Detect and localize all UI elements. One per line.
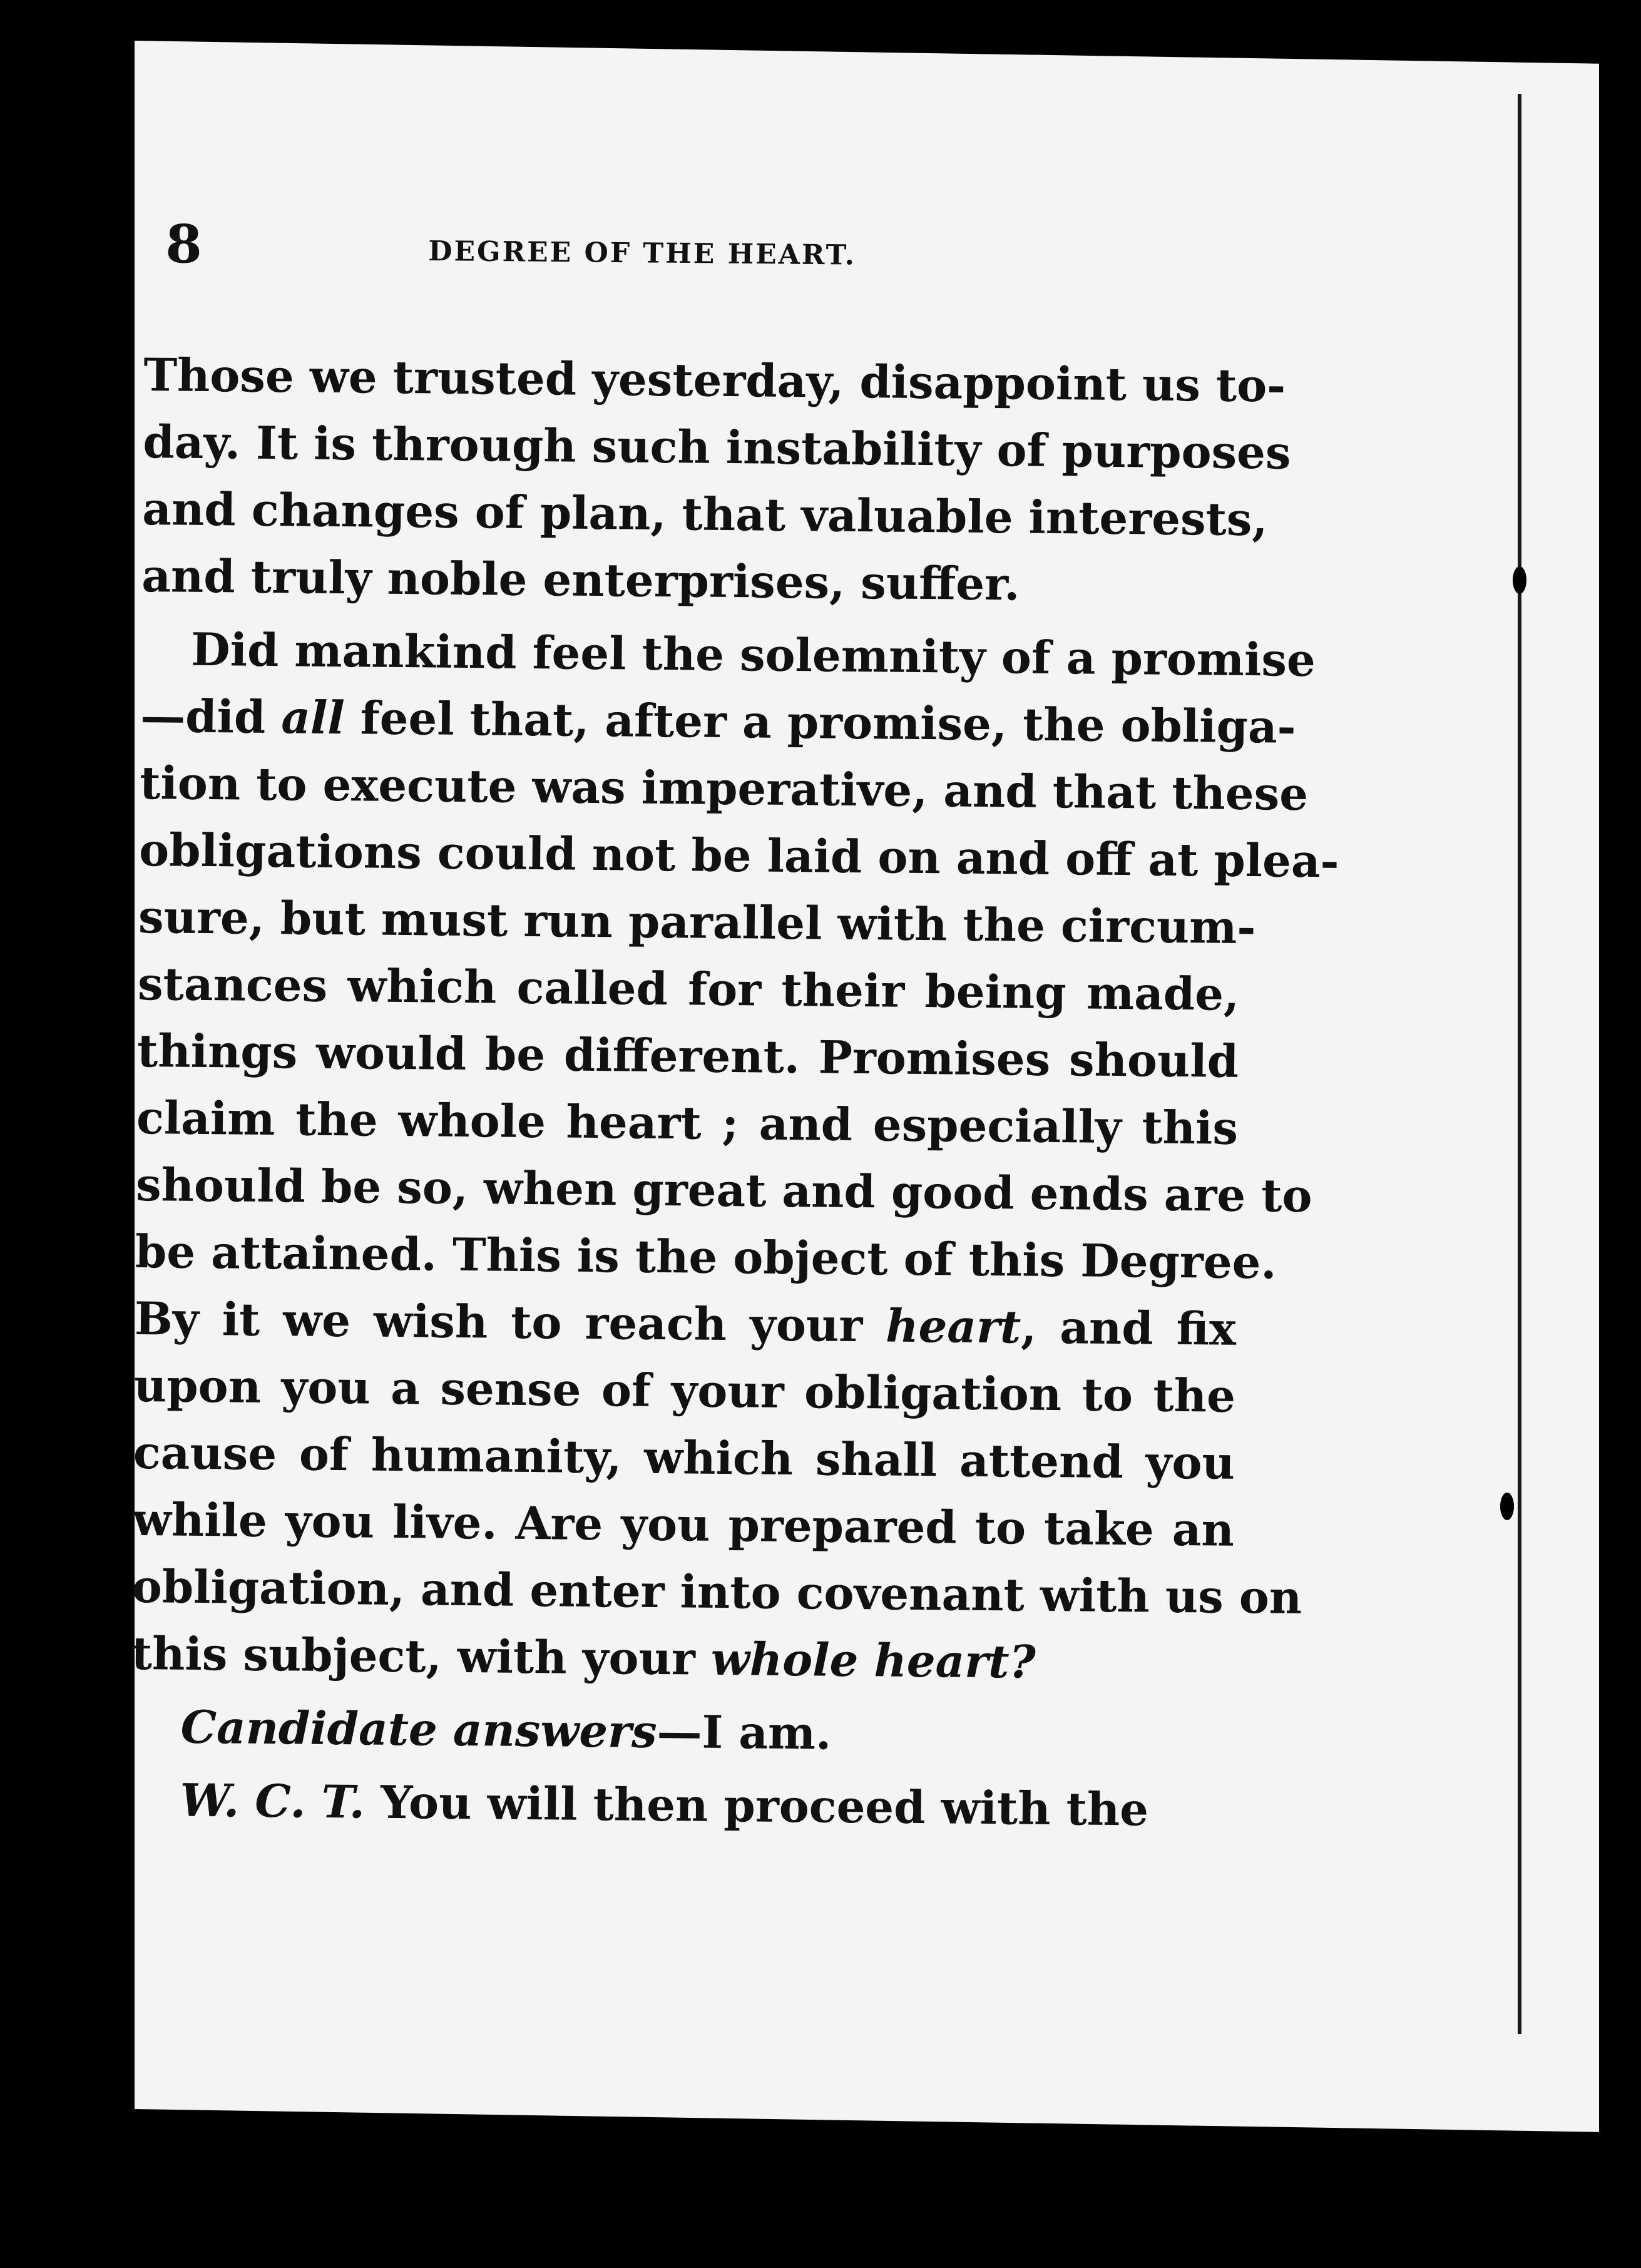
binding-mark-upper: [1513, 566, 1526, 594]
text-line: obligation, and enter into covenant with us on: [131, 1559, 1302, 1624]
text-run: You will then proceed with the: [364, 1775, 1149, 1836]
text-line: [130, 1766, 1232, 1844]
text-line: while you live. Are you prepared to take an: [132, 1492, 1235, 1556]
text-line: sure, but must run parallel with the circum-: [138, 889, 1256, 954]
paragraph-4: [130, 1766, 1232, 1844]
text-line: should be so, when great and good ends are to: [135, 1157, 1312, 1222]
running-head: [165, 207, 1342, 305]
text-line: and changes of plan, that valuable interests,: [142, 481, 1268, 546]
text-line: day. It is through such instability of purposes: [143, 414, 1291, 479]
text-run: , and fix: [1020, 1300, 1237, 1356]
text-run: this subject, with your: [131, 1626, 712, 1685]
text-line: tion to execute was imperative, and that these: [139, 755, 1309, 820]
body-text: [130, 341, 1339, 1844]
text-line: stances which called for their being made,: [137, 956, 1240, 1021]
text-run: By it we wish to reach your: [134, 1291, 886, 1352]
binding-mark-lower: [1500, 1493, 1514, 1520]
emphasis: W. C. T.: [180, 1773, 366, 1829]
paragraph-2: [131, 615, 1339, 1697]
text-line: things would be different. Promises should: [136, 1023, 1239, 1088]
text-line: [134, 1285, 1236, 1362]
text-run: feel that, after a promise, the obliga-: [344, 691, 1296, 753]
paragraph-1: [141, 341, 1291, 620]
text-line: Did mankind feel the solemnity of a promise: [190, 622, 1316, 687]
text-line: Those we trusted yesterday, disappoint us to-: [143, 347, 1286, 412]
text-run: —I am.: [657, 1704, 832, 1760]
text-line: [140, 682, 1296, 760]
page-edge-line: [1518, 94, 1521, 2034]
text-line: cause of humanity, which shall attend you: [133, 1425, 1235, 1489]
emphasis: whole heart?: [710, 1632, 1036, 1688]
text-line: [131, 1620, 1233, 1697]
text-line: and truly noble enterprises, suffer.: [141, 548, 1020, 611]
emphasis: Candidate answers: [180, 1700, 658, 1758]
text-line: [130, 1693, 1232, 1770]
running-title: DEGREE OF THE HEART.: [428, 235, 857, 272]
text-line: obligations could not be laid on and off at plea-: [138, 822, 1339, 888]
emphasis: all: [280, 690, 345, 745]
page-number: 8: [165, 212, 203, 275]
emphasis: heart: [885, 1299, 1021, 1354]
text-line: upon you a sense of your obligation to the: [133, 1358, 1236, 1423]
text-line: be attained. This is the object of this Degree.: [135, 1224, 1277, 1289]
text-line: claim the whole heart ; and especially this: [136, 1090, 1239, 1155]
text-run: —did: [140, 688, 282, 744]
paragraph-3: [130, 1693, 1232, 1770]
